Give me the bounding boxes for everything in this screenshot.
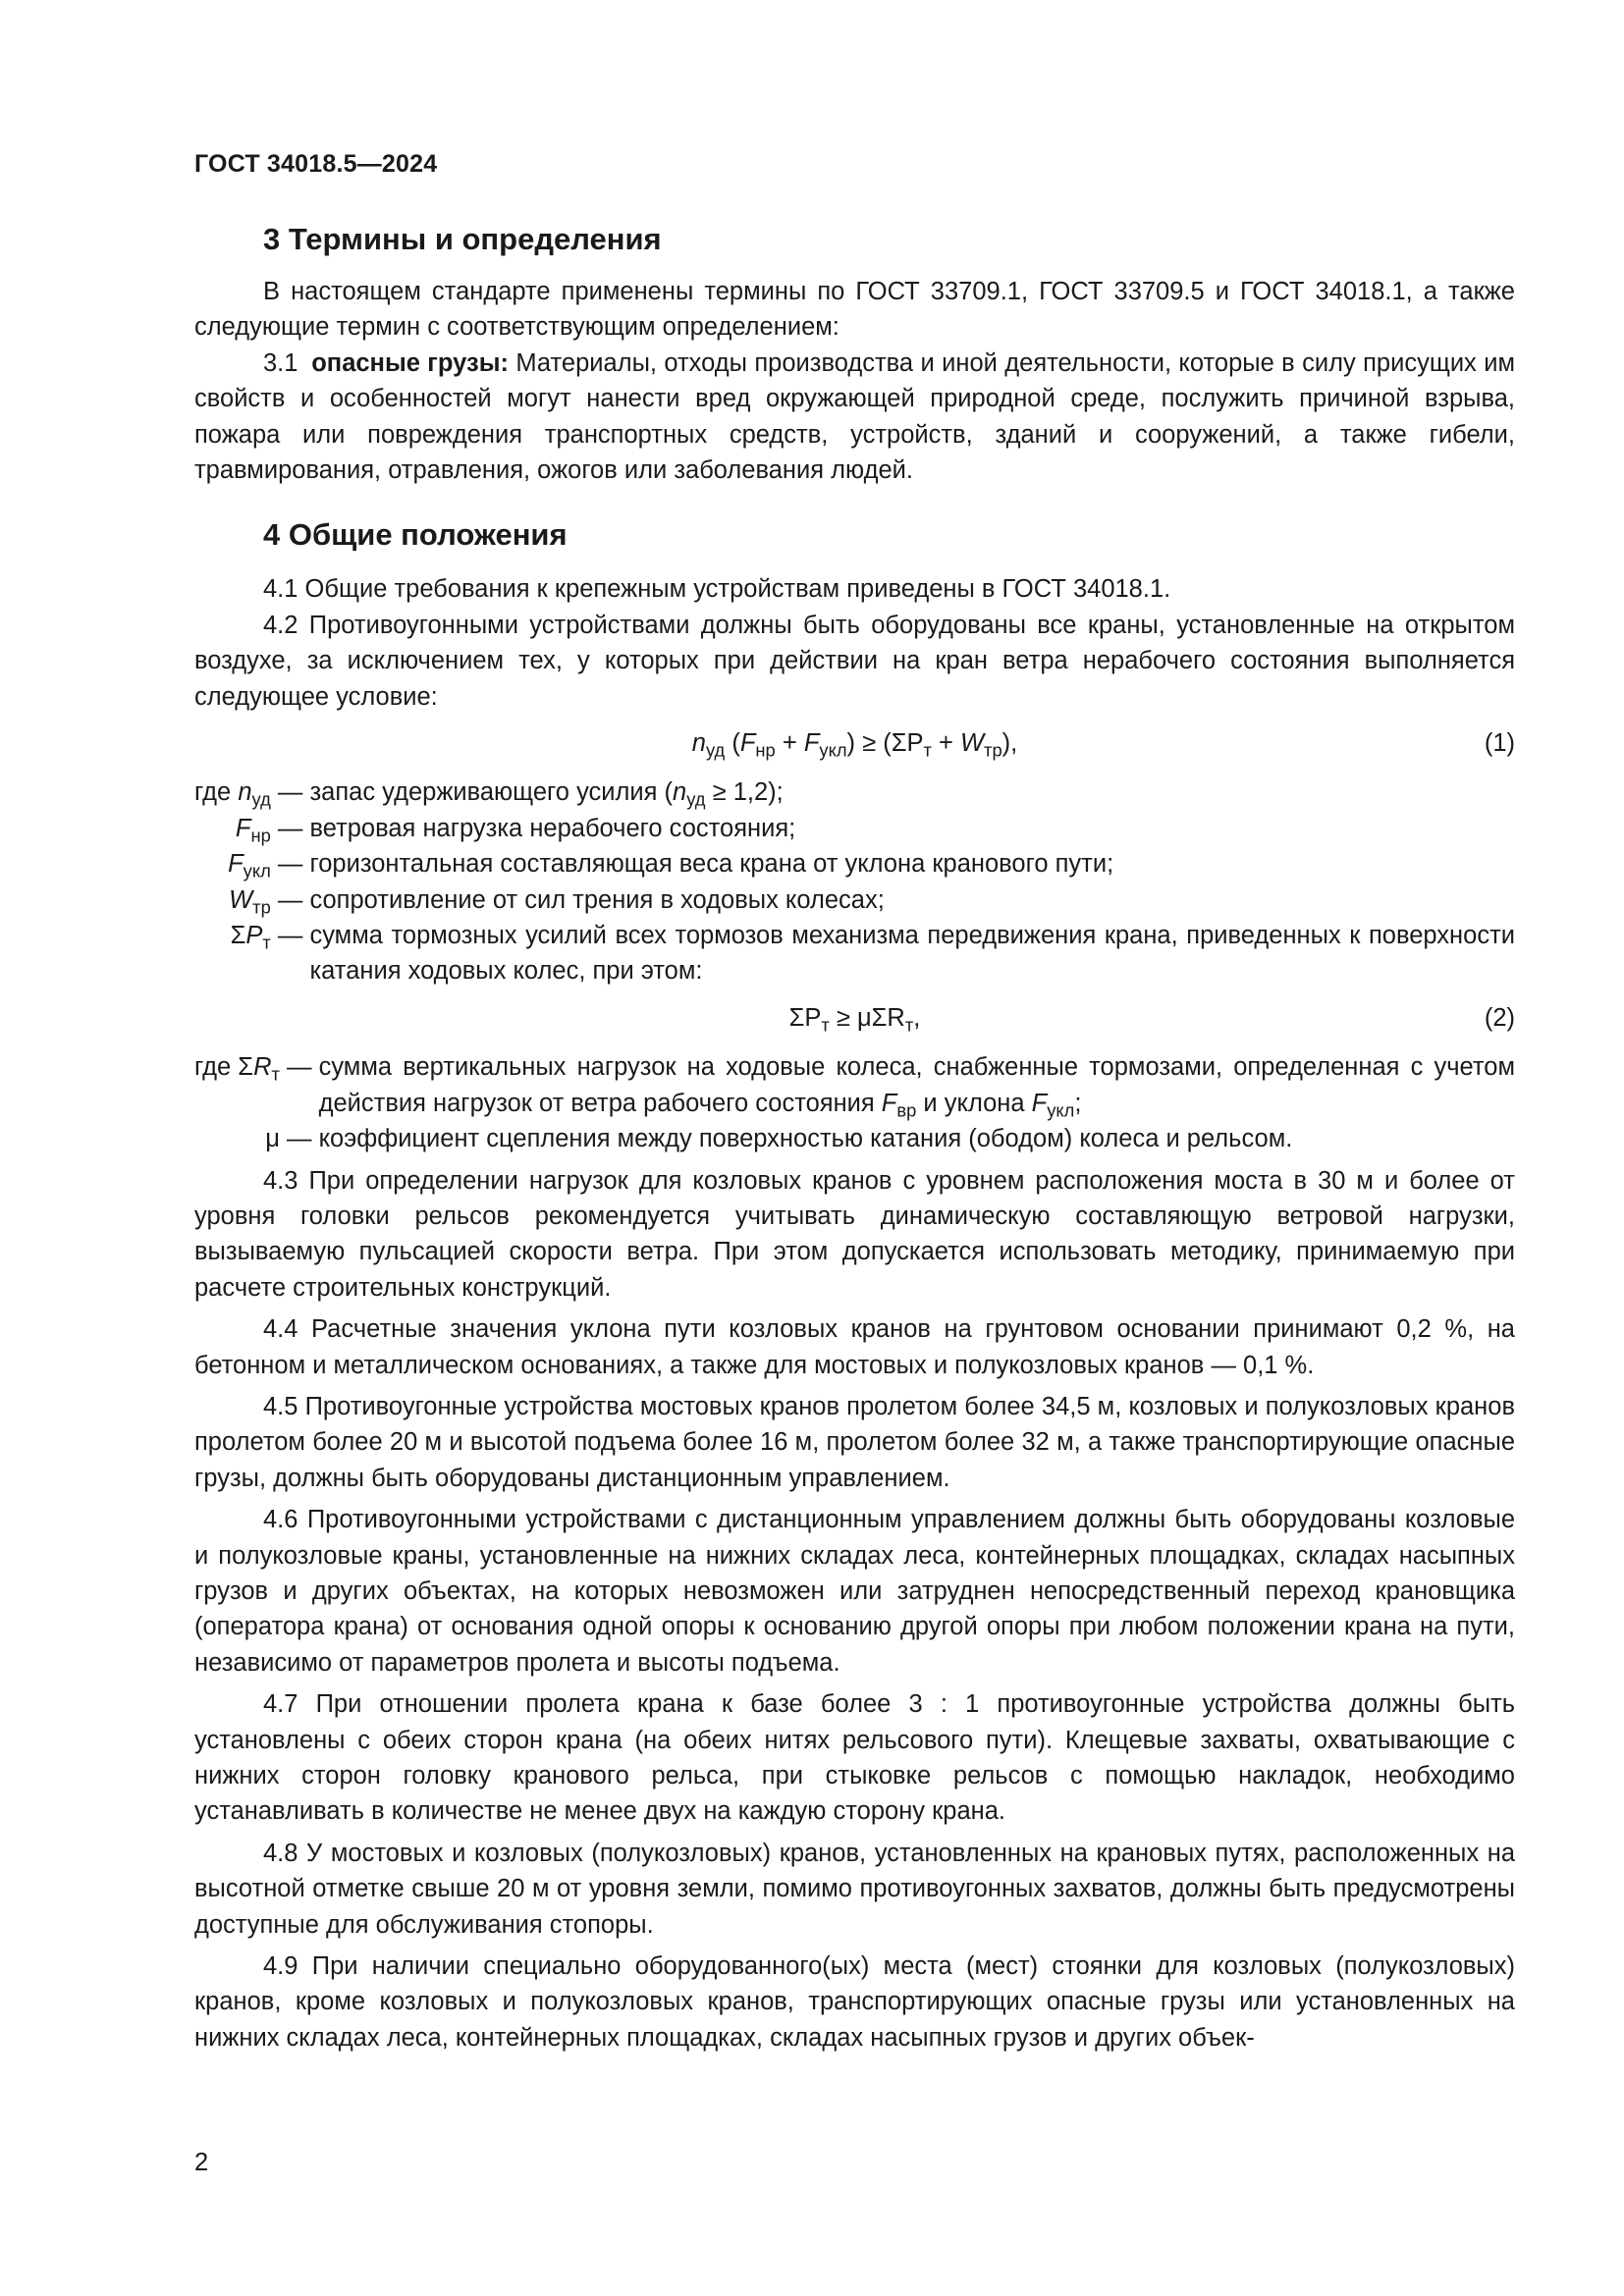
page-number: 2 [194, 2149, 209, 2176]
legend-description: горизонтальная составляющая веса крана от уклона кранового пути; [309, 850, 1114, 879]
document-code-header: ГОСТ 34018.5—2024 [194, 150, 438, 178]
section-4-title: 4 Общие положения [263, 517, 568, 553]
legend-description: сумма тормозных усилий всех тормозов механизма передвижения крана, приведенных к поверхности катания ходовых колес, при этом: [309, 922, 1515, 986]
term-number: 3.1 [263, 348, 298, 377]
clause-4-8: 4.8 У мостовых и козловых (полукозловых) кранов, установленных на крановых путях, расположенных на высотной отметке свыше 20 м от уровня земли, помимо противоугонных захватов, должны быть предусмотрены доступные для обслуживания стопоры. [194, 1839, 1515, 1939]
formula-2-number: (2) [1484, 1003, 1515, 1032]
legend-symbol: $\Sigma P_т$ — [230, 922, 310, 953]
clause-4-2: 4.2 Противоугонными устройствами должны быть оборудованы все краны, установленные на открытом воздухе, за исключением тех, у которых при действии на кран ветра нерабочего состояния выполняется следующее условие: [194, 611, 1515, 711]
clause-4-9: 4.9 При наличии специально оборудованного(ых) места (мест) стоянки для козловых (полукозловых) кранов, кроме козловых и полукозловых кранов, транспортирующих опасные грузы или установленных на нижних складах леса, контейнерных площадках, складах насыпных грузов и других объек- [194, 1952, 1515, 2052]
term-name: опасные грузы: [311, 348, 509, 377]
formula-1-legend [194, 774, 1515, 988]
legend-symbol: где $\Sigma R_т$ — [194, 1053, 319, 1085]
legend-symbol: $F_{нр}$ — [235, 814, 310, 846]
section-3-title: 3 Термины и определения [263, 222, 662, 256]
legend-symbol: где $n_{уд}$ — [194, 778, 310, 810]
term-definition: Материалы, отходы производства и иной деятельности, которые в силу присущих им свойств и особенностей могут нанести вред окружающей природной среде, послужить причиной взрыва, пожара или повреждения транспортных средств, устройств, зданий и сооружений, а также гибели, травмирования, отравления, ожогов или заболевания людей. [194, 348, 1515, 485]
legend-description: ветровая нагрузка нерабочего состояния; [309, 814, 796, 842]
formula-1-expression: $n_{уд}$ $(F_{нр} + F_{укл}) \ge (\Sigma P_т + W_{тр})$, [691, 729, 1018, 761]
legend-description: коэффициент сцепления между поверхностью катания (ободом) колеса и рельсом. [318, 1125, 1293, 1153]
section-3-intro: В настоящем стандарте применены термины по ГОСТ 33709.1, ГОСТ 33709.5 и ГОСТ 34018.1, а также следующие термин с соответствующим определением: [194, 278, 1515, 342]
legend-symbol: $F_{укл}$ — [228, 850, 310, 881]
formula-1-number: (1) [1484, 729, 1515, 758]
legend-symbol: μ — [265, 1125, 319, 1153]
clause-4-3: 4.3 При определении нагрузок для козловых кранов с уровнем расположения моста в 30 м и более от уровня головки рельсов рекомендуется учитывать динамическую составляющую ветровой нагрузки, вызываемую пульсацией скорости ветра. При этом допускается использовать методику, принимаемую при расчете строительных конструкций. [194, 1166, 1515, 1302]
formula-2-expression: $\Sigma P_т \ge \mu\Sigma R_т$, [788, 1003, 921, 1036]
clause-4-7: 4.7 При отношении пролета крана к базе более 3 : 1 противоугонные устройства должны быть установлены с обеих сторон крана (на обеих нитях рельсового пути). Клещевые захваты, охватывающие с нижних сторон головку кранового рельса, при стыковке рельсов с помощью накладок, необходимо устанавливать в количестве не менее двух на каждую сторону крана. [194, 1690, 1515, 1826]
legend-symbol: $W_{тр}$ — [229, 885, 310, 918]
term-3-1 [194, 346, 1515, 489]
legend-description: сопротивление от сил трения в ходовых колесах; [309, 885, 885, 914]
page-content [194, 220, 1515, 2056]
clause-4-1: 4.1 Общие требования к крепежным устройствам приведены в ГОСТ 34018.1. [263, 575, 1171, 604]
legend-description: сумма вертикальных нагрузок на ходовые колеса, снабженные тормозами, определенная с учетом действия нагрузок от ветра рабочего состояния $F_{вр}$ и уклона $F_{укл}$; [318, 1053, 1515, 1121]
formula-2 [194, 1000, 1515, 1036]
clause-4-6: 4.6 Противоугонными устройствами с дистанционным управлением должны быть оборудованы козловые и полукозловые краны, установленные на нижних складах леса, контейнерных площадках, складах насыпных грузов и других объектах, на которых невозможен или затруднен непосредственный переход крановщика (оператора крана) от основания одной опоры к основанию другой опоры при любом положении крана на пути, независимо от параметров пролета и высоты подъема. [194, 1506, 1515, 1677]
clause-4-4: 4.4 Расчетные значения уклона пути козловых кранов на грунтовом основании принимают 0,2 %, на бетонном и металлическом основаниях, а также для мостовых и полукозловых кранов — 0,1 %. [194, 1315, 1515, 1379]
clause-4-5: 4.5 Противоугонные устройства мостовых кранов пролетом более 34,5 м, козловых и полукозловых кранов пролетом более 20 м и высотой подъема более 16 м, пролетом более 32 м, а также транспортирующие опасные грузы, должны быть оборудованы дистанционным управлением. [194, 1392, 1515, 1492]
formula-2-legend [194, 1049, 1515, 1156]
legend-description: запас удерживающего усилия $(n_{уд} \ge 1,2)$; [309, 778, 784, 810]
formula-1 [194, 725, 1515, 761]
